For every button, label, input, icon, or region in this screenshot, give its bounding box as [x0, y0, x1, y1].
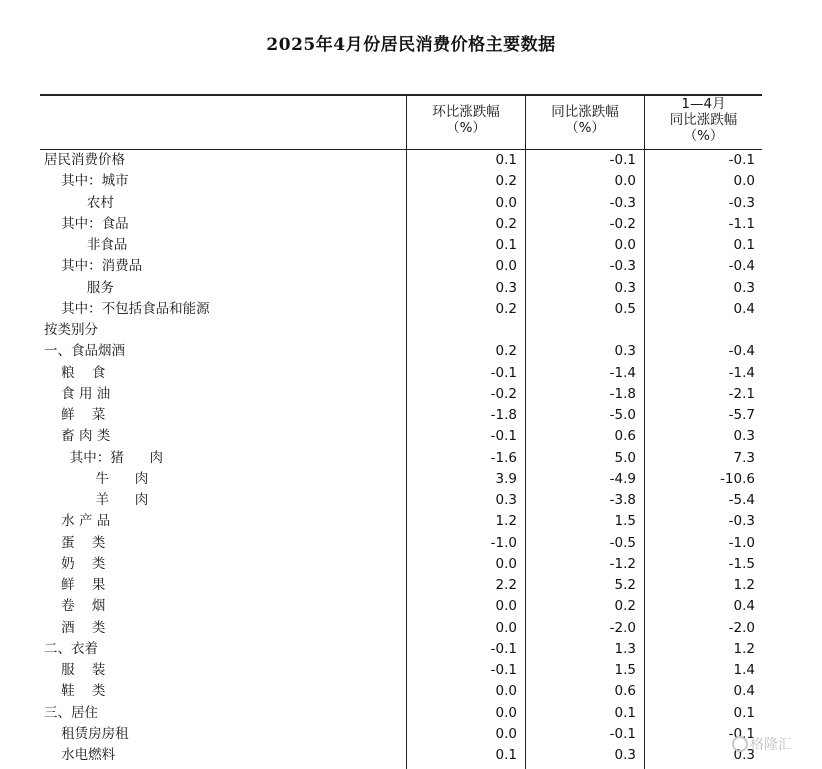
- table-row: [40, 681, 762, 702]
- table-row: [40, 341, 762, 362]
- row-label: 食 用 油: [44, 385, 111, 402]
- yoy-value: -1.4: [609, 364, 636, 381]
- table-row: [40, 426, 762, 447]
- row-label: 一、食品烟酒: [44, 343, 125, 360]
- table-row: [40, 639, 762, 660]
- yoy-value: -2.0: [609, 619, 636, 636]
- mom-value: -0.1: [490, 364, 517, 381]
- table-row: [40, 724, 762, 745]
- table-row: [40, 533, 762, 554]
- mom-value: 0.0: [495, 258, 517, 275]
- ytd-value: 0.3: [733, 428, 755, 445]
- row-label: 粮 食: [44, 364, 106, 381]
- table-row: [40, 171, 762, 192]
- header-ytd-period: 1—4月: [681, 96, 726, 112]
- row-label: 农村: [44, 194, 114, 211]
- ytd-value: -0.4: [728, 343, 755, 360]
- table-row: [40, 618, 762, 639]
- table-row: [40, 554, 762, 575]
- mom-value: 3.9: [495, 470, 517, 487]
- page-title: 2025年4月份居民消费价格主要数据: [266, 35, 556, 55]
- mom-value: -1.6: [490, 449, 517, 466]
- ytd-value: 1.2: [733, 577, 755, 593]
- ytd-value: -5.7: [728, 407, 755, 423]
- yoy-value: -0.3: [609, 194, 636, 211]
- yoy-value: -3.8: [609, 492, 636, 508]
- mom-value: -1.0: [490, 534, 517, 551]
- row-label: 畜 肉 类: [44, 428, 111, 445]
- table-row: [40, 235, 762, 256]
- ytd-value: 1.4: [733, 662, 755, 678]
- mom-value: -0.1: [490, 428, 517, 445]
- mom-value: -0.2: [490, 385, 517, 402]
- yoy-value: -0.5: [609, 534, 636, 551]
- yoy-value: 0.5: [614, 300, 636, 317]
- row-label: 其中：城市: [44, 173, 129, 190]
- ytd-value: -1.0: [728, 534, 755, 551]
- ytd-value: 0.4: [733, 598, 755, 615]
- mom-value: 0.0: [495, 194, 517, 211]
- yoy-value: 1.5: [614, 662, 636, 678]
- row-label: 羊 肉: [44, 492, 149, 508]
- row-label: 牛 肉: [44, 470, 149, 487]
- table-row: [40, 150, 762, 171]
- mom-value: 0.0: [495, 683, 517, 700]
- watermark-text: 格隆汇: [750, 737, 792, 753]
- table-row: [40, 745, 762, 766]
- yoy-value: -1.2: [609, 555, 636, 572]
- yoy-value: 0.0: [614, 237, 636, 253]
- mom-value: 0.3: [495, 279, 517, 296]
- row-label: 服务: [44, 279, 114, 296]
- mom-value: 0.2: [495, 215, 517, 232]
- row-label: 蛋 类: [44, 534, 106, 551]
- ytd-value: -0.1: [728, 152, 755, 168]
- ytd-value: -1.4: [728, 364, 755, 381]
- yoy-value: -5.0: [609, 407, 636, 423]
- data-table-body: [40, 150, 762, 766]
- mom-value: 0.1: [495, 152, 517, 168]
- row-label: 二、衣着: [44, 640, 98, 657]
- yoy-value: 0.3: [614, 343, 636, 360]
- yoy-value: -0.3: [609, 258, 636, 275]
- mom-value: 0.1: [495, 237, 517, 253]
- yoy-value: 0.0: [614, 173, 636, 190]
- ytd-value: -0.3: [728, 513, 755, 530]
- mom-value: 0.0: [495, 704, 517, 721]
- header-yoy-line1: 同比涨跌幅: [551, 104, 619, 120]
- mom-value: -0.1: [490, 640, 517, 657]
- yoy-value: 0.3: [614, 279, 636, 296]
- header-ytd: [645, 96, 762, 144]
- yoy-value: -4.9: [609, 470, 636, 487]
- mom-value: 0.2: [495, 343, 517, 360]
- table-row: [40, 660, 762, 681]
- yoy-value: -0.1: [609, 725, 636, 742]
- yoy-value: -0.1: [609, 152, 636, 168]
- ytd-value: 0.0: [733, 173, 755, 190]
- mom-value: 0.2: [495, 300, 517, 317]
- header-mom: [407, 104, 525, 136]
- row-label: 奶 类: [44, 555, 106, 572]
- yoy-value: 0.2: [614, 598, 636, 615]
- ytd-value: 0.3: [733, 279, 755, 296]
- row-label: 三、居住: [44, 704, 98, 721]
- row-label: 其中：食品: [44, 215, 129, 232]
- ytd-value: -5.4: [728, 492, 755, 508]
- row-label: 非食品: [44, 237, 128, 253]
- ytd-value: -0.3: [728, 194, 755, 211]
- ytd-value: -2.0: [728, 619, 755, 636]
- row-label: 鲜 菜: [44, 407, 106, 423]
- header-yoy: [526, 104, 644, 136]
- ytd-value: 1.2: [733, 640, 755, 657]
- table-row: [40, 596, 762, 617]
- yoy-value: -0.2: [609, 215, 636, 232]
- header-ytd-line2: 同比涨跌幅: [669, 112, 738, 128]
- row-label: 其中：消费品: [44, 258, 143, 275]
- ytd-value: -1.5: [728, 555, 755, 572]
- mom-value: 0.0: [495, 619, 517, 636]
- row-label: 卷 烟: [44, 598, 106, 615]
- yoy-value: -1.8: [609, 385, 636, 402]
- watermark: [732, 734, 792, 754]
- ytd-value: -0.1: [728, 725, 755, 742]
- mom-value: 0.2: [495, 173, 517, 190]
- ytd-value: -10.6: [720, 470, 755, 487]
- row-label: 水 产 品: [44, 513, 111, 530]
- table-row: [40, 193, 762, 214]
- ytd-value: 0.1: [733, 237, 755, 253]
- row-label: 按类别分: [44, 322, 98, 338]
- ytd-value: 0.3: [733, 747, 755, 763]
- ytd-value: -2.1: [728, 385, 755, 402]
- table-row: [40, 511, 762, 532]
- mom-value: 0.3: [495, 492, 517, 508]
- mom-value: 0.0: [495, 725, 517, 742]
- yoy-value: 0.6: [614, 683, 636, 700]
- row-label: 鞋 类: [44, 683, 106, 700]
- table-row: [40, 490, 762, 511]
- mom-value: 0.0: [495, 598, 517, 615]
- table-row: [40, 703, 762, 724]
- header-mom-line1: 环比涨跌幅: [432, 104, 500, 120]
- table-row: [40, 363, 762, 384]
- header-ytd-unit: （%）: [683, 128, 724, 144]
- ytd-value: -1.1: [728, 215, 755, 232]
- table-row: [40, 405, 762, 426]
- yoy-value: 1.3: [614, 640, 636, 657]
- yoy-value: 0.3: [614, 747, 636, 763]
- header-mom-unit: （%）: [446, 120, 486, 136]
- header-yoy-unit: （%）: [565, 120, 605, 136]
- table-row: [40, 256, 762, 277]
- row-label: 鲜 果: [44, 577, 106, 593]
- table-row: [40, 448, 762, 469]
- row-label: 水电燃料: [44, 747, 116, 763]
- table-row: [40, 469, 762, 490]
- yoy-value: 0.6: [614, 428, 636, 445]
- yoy-value: 1.5: [614, 513, 636, 530]
- mom-value: 0.0: [495, 555, 517, 572]
- yoy-value: 0.1: [614, 704, 636, 721]
- ytd-value: -0.4: [728, 258, 755, 275]
- ytd-value: 0.1: [733, 704, 755, 721]
- mom-value: -0.1: [490, 662, 517, 678]
- mom-value: 1.2: [495, 513, 517, 530]
- yoy-value: 5.0: [614, 449, 636, 466]
- table-row: [40, 384, 762, 405]
- mom-value: 2.2: [495, 577, 517, 593]
- mom-value: 0.1: [495, 747, 517, 763]
- table-row: [40, 214, 762, 235]
- row-label: 租赁房房租: [44, 725, 129, 742]
- table-row: [40, 575, 762, 596]
- row-label: 服 装: [44, 662, 106, 678]
- mom-value: -1.8: [490, 407, 517, 423]
- table-row: [40, 278, 762, 299]
- row-label: 其中：猪 肉: [44, 449, 163, 466]
- watermark-logo-icon: [732, 736, 748, 752]
- ytd-value: 7.3: [733, 449, 755, 466]
- row-label: 居民消费价格: [44, 152, 125, 168]
- ytd-value: 0.4: [733, 300, 755, 317]
- row-label: 其中：不包括食品和能源: [44, 300, 210, 317]
- table-row: [40, 320, 762, 341]
- row-label: 酒 类: [44, 619, 106, 636]
- ytd-value: 0.4: [733, 683, 755, 700]
- table-row: [40, 299, 762, 320]
- yoy-value: 5.2: [614, 577, 636, 593]
